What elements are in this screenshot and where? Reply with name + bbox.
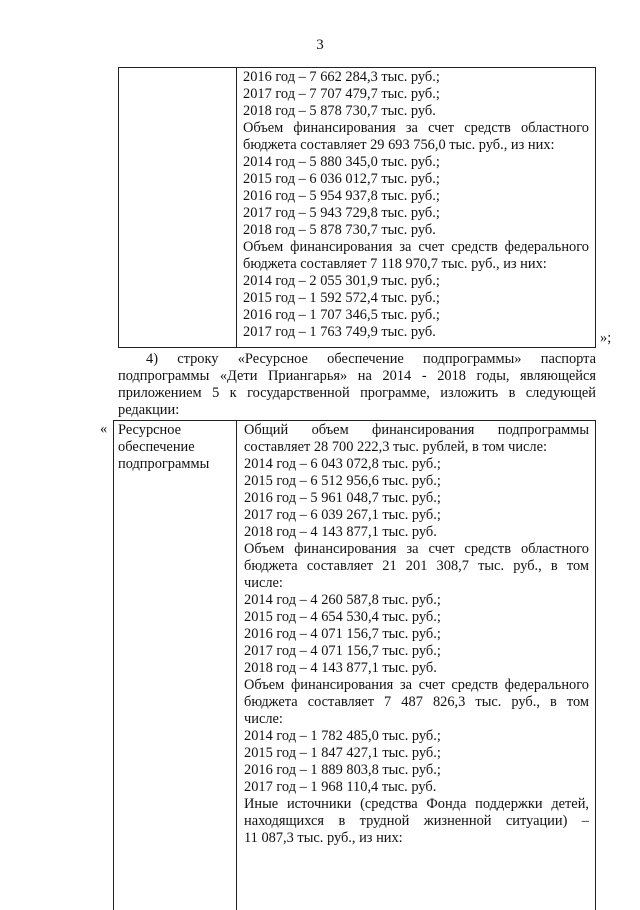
- paragraph-line: 4) строку «Ресурсное обеспечение подпрограммы» паспорта: [146, 351, 596, 367]
- resource-provision-table: [113, 420, 596, 910]
- federal-intro-line: Объем финансирования за счет средств федерального: [244, 677, 589, 693]
- label-line: Ресурсное: [118, 422, 181, 438]
- federal-year-line: 2016 год – 1 707 346,5 тыс. руб.;: [243, 307, 440, 323]
- funding-table-continuation: [118, 67, 596, 348]
- total-year-line: 2014 год – 6 043 072,8 тыс. руб.;: [244, 456, 441, 472]
- table-label-cell: [118, 422, 230, 473]
- regional-year-line: 2016 год – 5 954 937,8 тыс. руб.;: [243, 188, 440, 204]
- funding-line: 2018 год – 5 878 730,7 тыс. руб.: [243, 103, 436, 119]
- total-year-line: 2017 год – 6 039 267,1 тыс. руб.;: [244, 507, 441, 523]
- regional-intro-line: числе:: [244, 575, 283, 591]
- closing-quote: »;: [600, 330, 612, 346]
- federal-year-line: 2017 год – 1 763 749,9 тыс. руб.: [243, 324, 436, 340]
- funding-line: 2017 год – 7 707 479,7 тыс. руб.;: [243, 86, 440, 102]
- other-sources-line: находящихся в трудной жизненной ситуации) –: [244, 813, 589, 829]
- regional-year-line: 2017 год – 5 943 729,8 тыс. руб.;: [243, 205, 440, 221]
- regional-intro-line: бюджета составляет 29 693 756,0 тыс. руб., из них:: [243, 137, 555, 153]
- amendment-paragraph: [118, 351, 596, 419]
- regional-year-line: 2015 год – 6 036 012,7 тыс. руб.;: [243, 171, 440, 187]
- regional-intro-line: бюджета составляет 21 201 308,7 тыс. руб., в том: [244, 558, 589, 574]
- federal-year-line: 2015 год – 1 847 427,1 тыс. руб.;: [244, 745, 441, 761]
- total-year-line: 2016 год – 5 961 048,7 тыс. руб.;: [244, 490, 441, 506]
- paragraph-line: редакции:: [118, 402, 180, 418]
- regional-year-line: 2014 год – 5 880 345,0 тыс. руб.;: [243, 154, 440, 170]
- regional-year-line: 2015 год – 4 654 530,4 тыс. руб.;: [244, 609, 441, 625]
- total-year-line: 2015 год – 6 512 956,6 тыс. руб.;: [244, 473, 441, 489]
- federal-intro-line: числе:: [244, 711, 283, 727]
- other-sources-line: Иные источники (средства Фонда поддержки детей,: [244, 796, 589, 812]
- federal-year-line: 2014 год – 2 055 301,9 тыс. руб.;: [243, 273, 440, 289]
- regional-year-line: 2017 год – 4 071 156,7 тыс. руб.;: [244, 643, 441, 659]
- total-intro-line: составляет 28 700 222,3 тыс. рублей, в том числе:: [244, 439, 547, 455]
- regional-year-line: 2016 год – 4 071 156,7 тыс. руб.;: [244, 626, 441, 642]
- paragraph-line: приложением 5 к государственной программе, изложить в следующей: [118, 385, 596, 401]
- regional-intro-line: Объем финансирования за счет средств областного: [244, 541, 589, 557]
- federal-intro-line: бюджета составляет 7 118 970,7 тыс. руб., из них:: [243, 256, 547, 272]
- federal-intro-line: бюджета составляет 7 487 826,3 тыс. руб., в том: [244, 694, 589, 710]
- regional-intro-line: Объем финансирования за счет средств областного: [243, 120, 589, 136]
- total-year-line: 2018 год – 4 143 877,1 тыс. руб.: [244, 524, 437, 540]
- regional-year-line: 2018 год – 4 143 877,1 тыс. руб.: [244, 660, 437, 676]
- federal-year-line: 2017 год – 1 968 110,4 тыс. руб.: [244, 779, 437, 795]
- table-content-cell: [244, 422, 589, 847]
- federal-year-line: 2015 год – 1 592 572,4 тыс. руб.;: [243, 290, 440, 306]
- table-content-cell: [243, 69, 589, 341]
- total-intro-line: Общий объем финансирования подпрограммы: [244, 422, 589, 438]
- federal-year-line: 2014 год – 1 782 485,0 тыс. руб.;: [244, 728, 441, 744]
- other-sources-line: 11 087,3 тыс. руб., из них:: [244, 830, 403, 846]
- label-line: обеспечение: [118, 439, 195, 455]
- regional-year-line: 2018 год – 5 878 730,7 тыс. руб.: [243, 222, 436, 238]
- federal-year-line: 2016 год – 1 889 803,8 тыс. руб.;: [244, 762, 441, 778]
- funding-line: 2016 год – 7 662 284,3 тыс. руб.;: [243, 69, 440, 85]
- table-column-divider: [236, 68, 237, 347]
- table-column-divider: [236, 421, 237, 910]
- regional-year-line: 2014 год – 4 260 587,8 тыс. руб.;: [244, 592, 441, 608]
- opening-quote: «: [100, 421, 108, 437]
- paragraph-line: подпрограммы «Дети Приангарья» на 2014 - 2018 годы, являющейся: [118, 368, 596, 384]
- page-number: 3: [316, 37, 324, 53]
- federal-intro-line: Объем финансирования за счет средств федерального: [243, 239, 589, 255]
- label-line: подпрограммы: [118, 456, 210, 472]
